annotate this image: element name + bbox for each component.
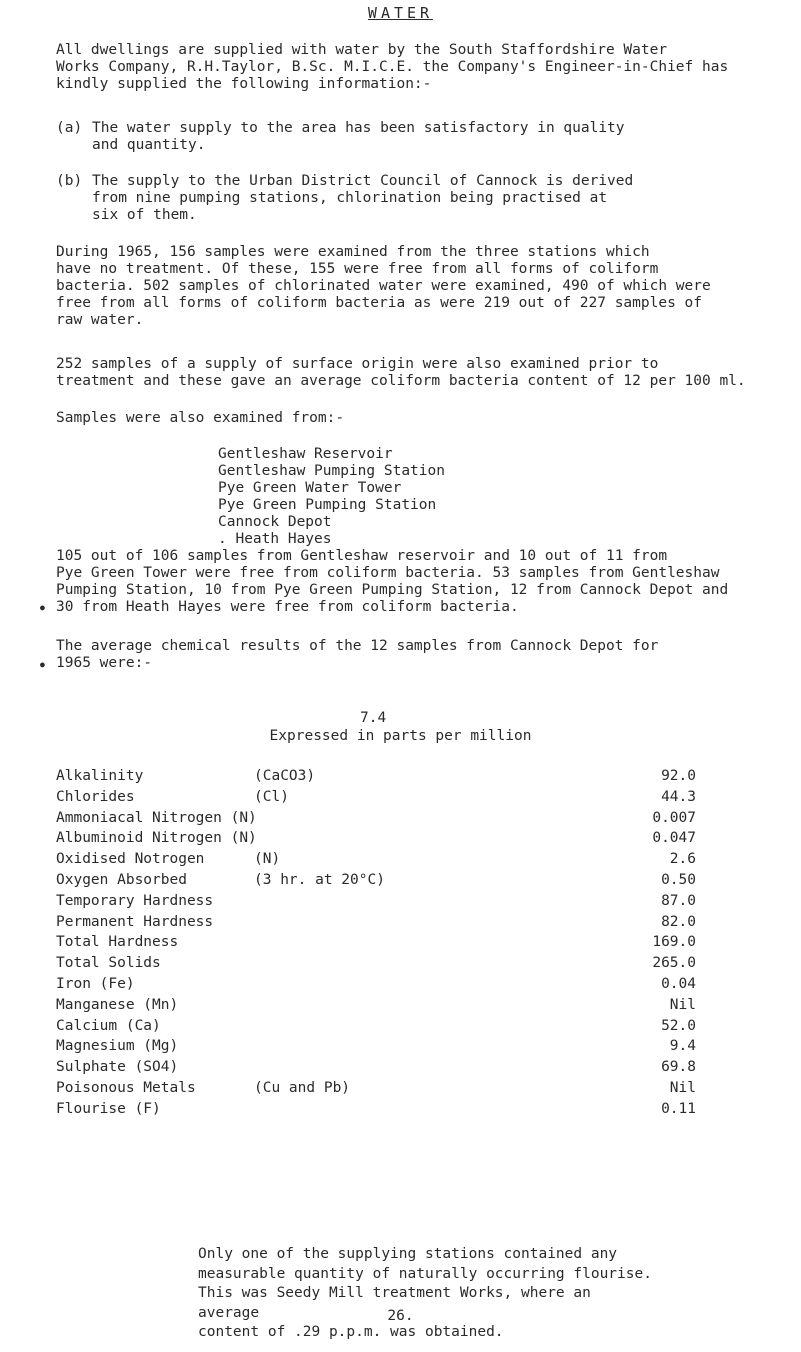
- result-value: 52.0: [661, 1017, 696, 1034]
- units-caption: Expressed in parts per million: [269, 728, 532, 744]
- result-name: Calcium (Ca): [56, 1017, 161, 1034]
- result-name: Total Hardness: [56, 934, 179, 951]
- result-name: Temporary Hardness: [56, 892, 214, 909]
- result-value: 0.04: [661, 975, 696, 992]
- result-detail: (CaCO3): [254, 768, 316, 784]
- table-row: [56, 830, 696, 851]
- ph-value: 7.4: [360, 710, 387, 726]
- location-item: Cannock Depot: [218, 514, 332, 530]
- table-row: [56, 914, 696, 935]
- point-a-text: The water supply to the area has been satisfactory in quality and quantity.: [92, 120, 625, 153]
- paragraph-chemical-intro: The average chemical results of the 12 samples from Cannock Depot for 1965 were:-: [56, 638, 659, 671]
- table-row: [56, 976, 696, 997]
- result-name: Alkalinity: [56, 768, 144, 784]
- sample-locations-list: [218, 446, 445, 548]
- result-name: Sulphate (SO4): [56, 1059, 179, 1076]
- chemical-results-table: [56, 768, 696, 1122]
- result-name: Manganese (Mn): [56, 996, 179, 1013]
- result-name: Oxidised Notrogen: [56, 851, 205, 868]
- intro-paragraph: All dwellings are supplied with water by the South Staffordshire Water Works Company, R.H.Taylor, B.Sc. M.I.C.E. the Company's Engineer-in-Chief has kindly supplied the following information:-: [56, 42, 729, 92]
- result-name: Permanent Hardness: [56, 913, 214, 930]
- table-row: [56, 872, 696, 893]
- result-value: 265.0: [652, 955, 696, 972]
- table-row: [56, 768, 696, 789]
- location-item: Pye Green Pumping Station: [218, 497, 437, 513]
- result-name: Chlorides: [56, 788, 135, 805]
- result-value: 169.0: [652, 934, 696, 951]
- result-value: 92.0: [661, 768, 696, 784]
- page-title: WATER: [367, 4, 434, 22]
- location-item: . Heath Hayes: [218, 531, 332, 547]
- table-row: [56, 851, 696, 872]
- result-value: 82.0: [661, 913, 696, 930]
- result-detail: (3 hr. at 20°C): [254, 871, 385, 888]
- result-value: 0.50: [661, 871, 696, 888]
- result-value: Nil: [669, 1079, 696, 1096]
- point-a-label: (a): [56, 120, 83, 136]
- result-value: 44.3: [661, 788, 696, 805]
- location-item: Pye Green Water Tower: [218, 480, 402, 496]
- paragraph-coliform-results: 105 out of 106 samples from Gentleshaw reservoir and 10 out of 11 from Pye Green Tower were free from coliform bacteria. 53 samples from Gentleshaw Pumping Station, 10 from Pye Green Pumping Station, 12 from Cannock Depot and 30 from Heath Hayes were free from coliform bacteria.: [56, 548, 729, 615]
- table-row: [56, 893, 696, 914]
- table-row: [56, 1059, 696, 1080]
- table-row: [56, 1101, 696, 1122]
- location-item: Gentleshaw Pumping Station: [218, 463, 445, 479]
- table-row: [56, 810, 696, 831]
- table-row: [56, 1038, 696, 1059]
- paragraph-surface-supply: 252 samples of a supply of surface origin were also examined prior to treatment and these gave an average coliform bacteria content of 12 per 100 ml.: [56, 356, 746, 389]
- result-name: Poisonous Metals: [56, 1079, 196, 1096]
- point-b-text: The supply to the Urban District Council of Cannock is derived from nine pumping stations, chlorination being practised at six of them.: [92, 173, 634, 223]
- margin-dot: ●: [40, 603, 45, 612]
- result-name: Oxygen Absorbed: [56, 871, 187, 888]
- page-number: 26.: [387, 1308, 414, 1324]
- table-row: [56, 1080, 696, 1101]
- margin-dot: ●: [40, 660, 45, 669]
- result-value: 0.007: [652, 809, 696, 826]
- result-value: 0.047: [652, 830, 696, 847]
- result-value: 2.6: [669, 851, 696, 868]
- table-row: [56, 1018, 696, 1039]
- result-value: 0.11: [661, 1100, 696, 1117]
- result-value: 69.8: [661, 1059, 696, 1076]
- result-name: Ammoniacal Nitrogen (N): [56, 809, 257, 826]
- result-name: Albuminoid Nitrogen (N): [56, 830, 257, 847]
- point-b-label: (b): [56, 173, 83, 189]
- table-row: [56, 934, 696, 955]
- table-row: [56, 789, 696, 810]
- result-value: Nil: [669, 996, 696, 1013]
- table-row: [56, 955, 696, 976]
- flourise-note: Only one of the supplying stations contained any measurable quantity of naturally occurring flourise. This was Seedy Mill treatment Works, where an average content of .29 p.p.m. was obtained.: [198, 1246, 652, 1340]
- location-item: Gentleshaw Reservoir: [218, 446, 393, 462]
- paragraph-1965-samples: During 1965, 156 samples were examined from the three stations which have no treatment. Of these, 155 were free from all forms of coliform bacteria. 502 samples of chlorinated water were examined, 490 of which were free from all forms of coliform bacteria as were 219 out of 227 samples of raw water.: [56, 244, 711, 328]
- result-name: Magnesium (Mg): [56, 1038, 179, 1055]
- table-row: [56, 997, 696, 1018]
- result-detail: (Cl): [254, 788, 289, 805]
- result-value: 9.4: [669, 1038, 696, 1055]
- result-name: Iron (Fe): [56, 975, 135, 992]
- result-detail: (N): [254, 851, 281, 868]
- paragraph-samples-intro: Samples were also examined from:-: [56, 410, 345, 426]
- result-value: 87.0: [661, 892, 696, 909]
- result-detail: (Cu and Pb): [254, 1079, 351, 1096]
- result-name: Flourise (F): [56, 1100, 161, 1117]
- result-name: Total Solids: [56, 955, 161, 972]
